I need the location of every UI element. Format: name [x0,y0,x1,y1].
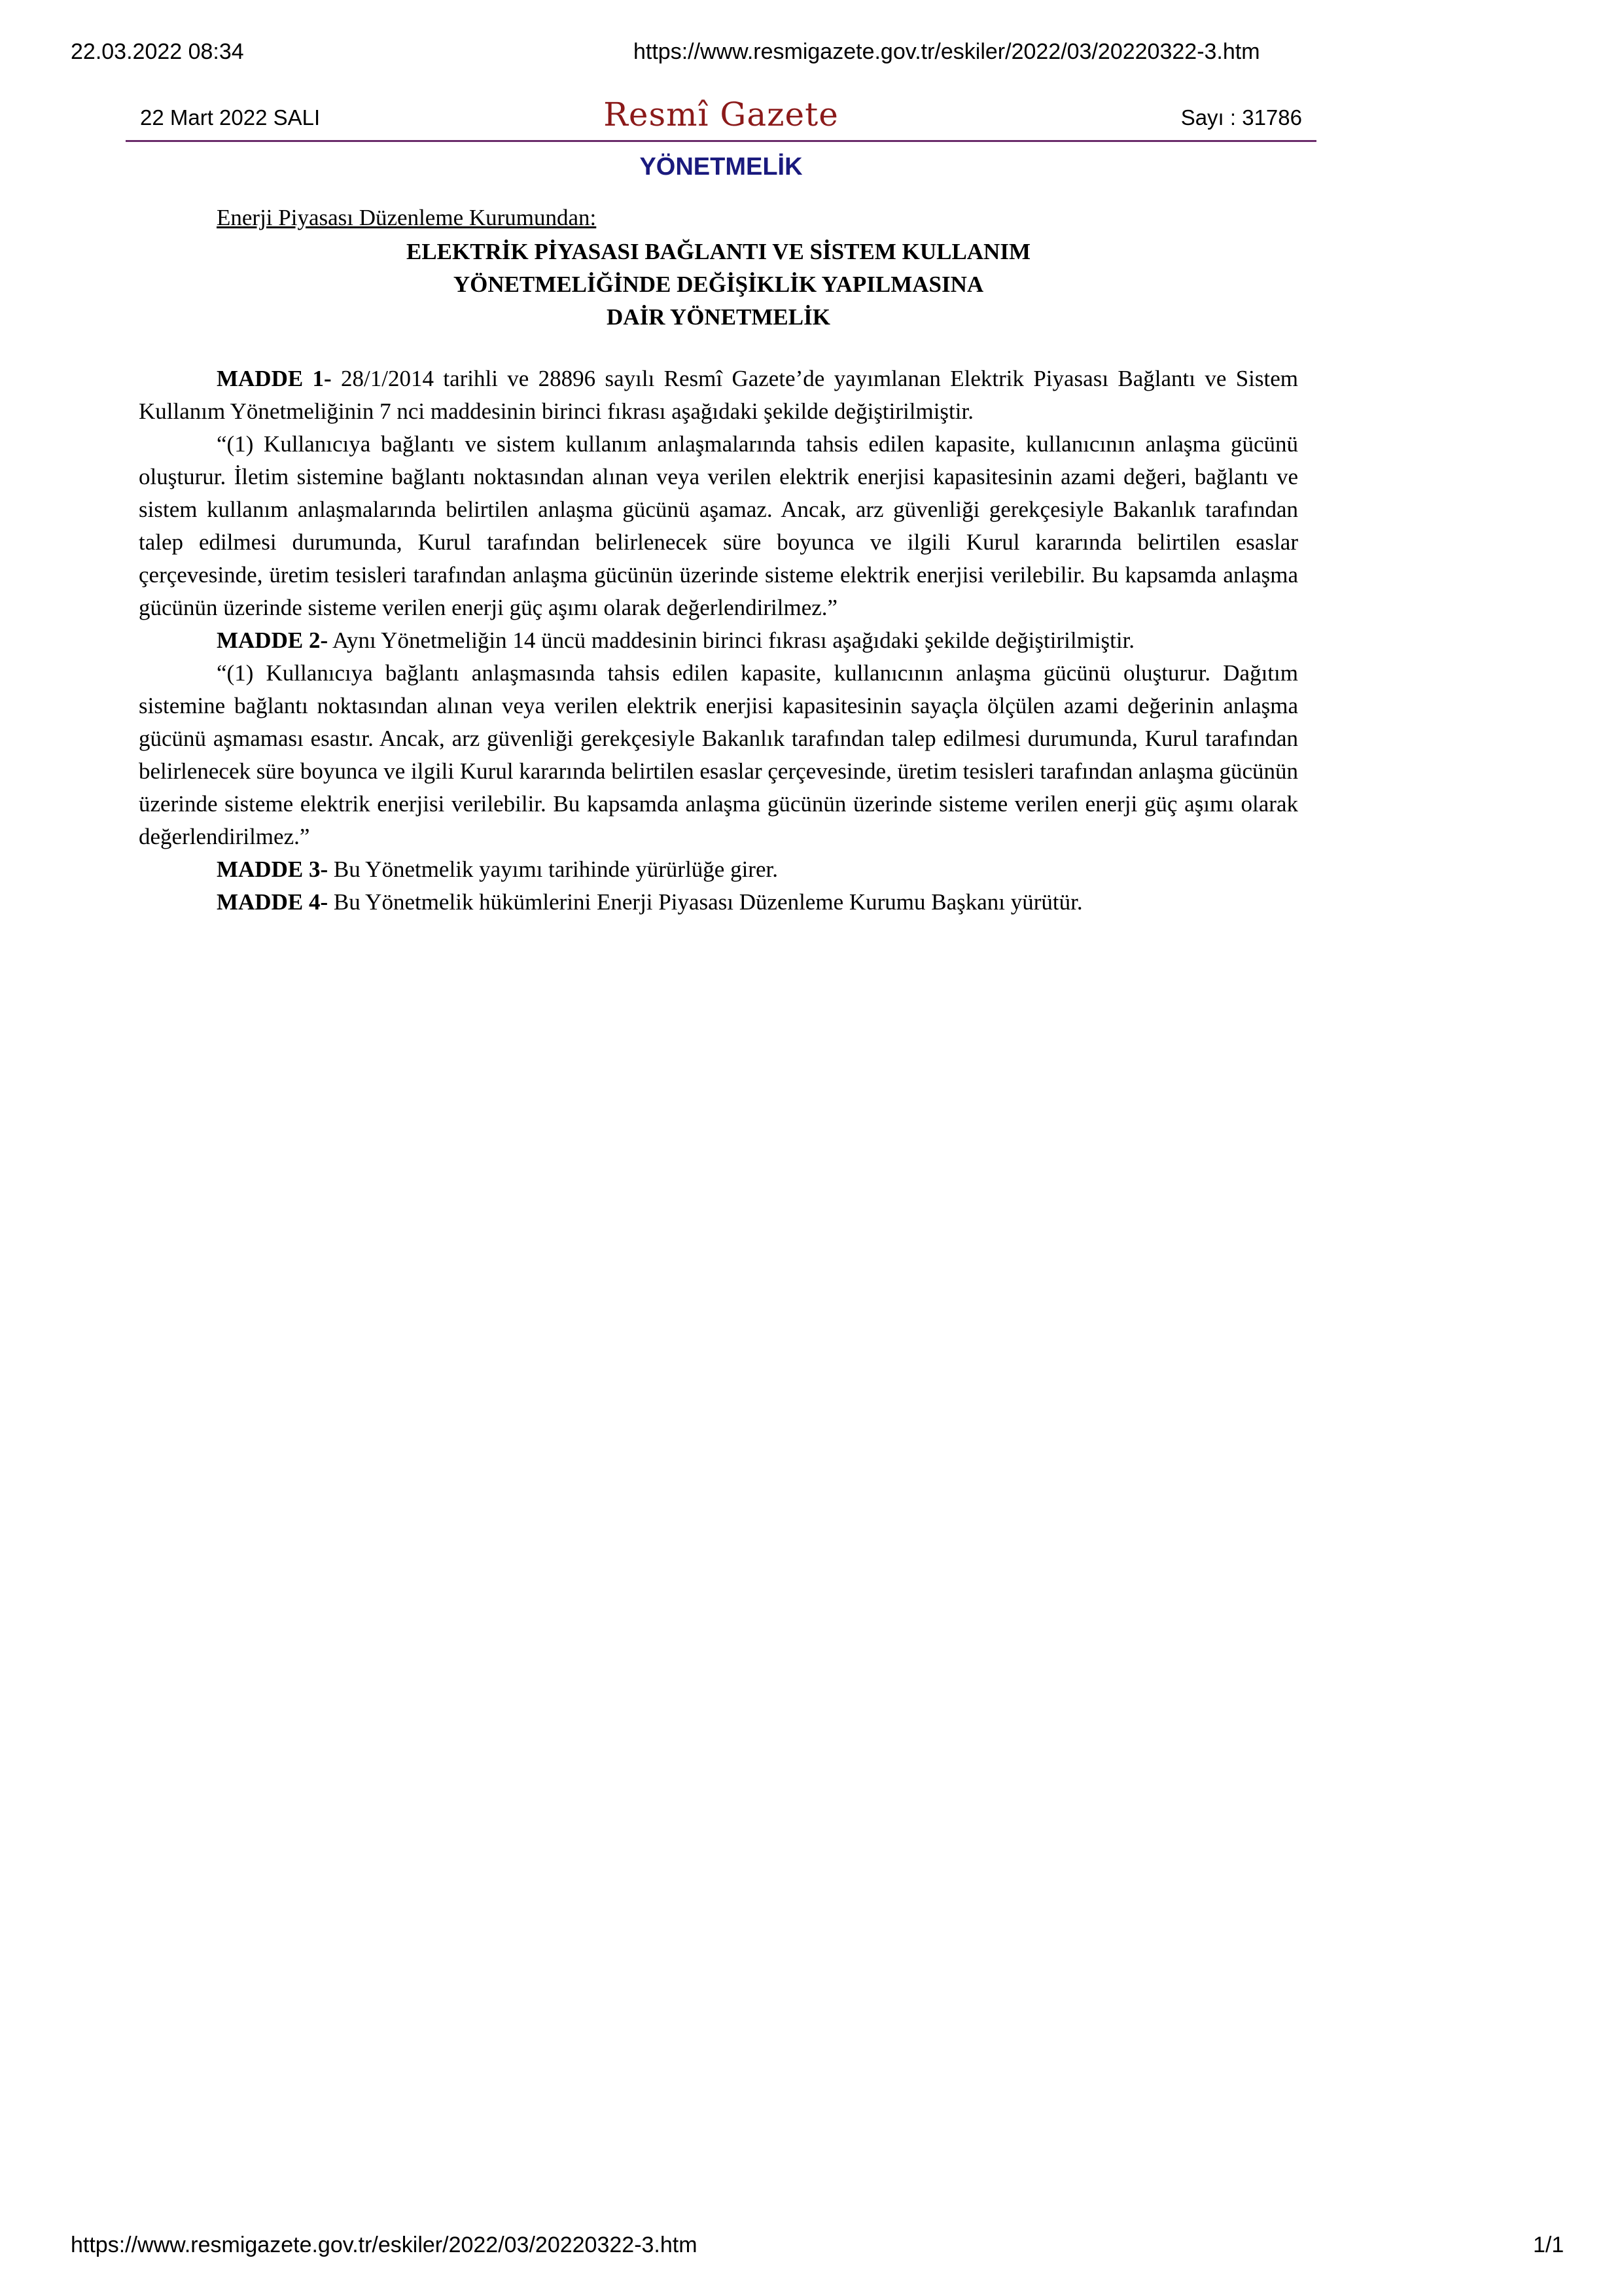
print-header-url: https://www.resmigazete.gov.tr/eskiler/2022/03/20220322-3.htm [633,39,1260,64]
page-number: 1/1 [1533,2233,1564,2257]
regulation-title-line: ELEKTRİK PİYASASI BAĞLANTI VE SİSTEM KULLANIM [406,239,1031,264]
article-paragraph [139,657,1298,853]
issuer-line: Enerji Piyasası Düzenleme Kurumundan: [217,205,597,230]
article-paragraph [139,886,1298,919]
regulation-body [139,362,1298,919]
article-paragraph [139,362,1298,428]
article-text: Aynı Yönetmeliğin 14 üncü maddesinin birinci fıkrası aşağıdaki şekilde değiştirilmiştir. [328,627,1135,653]
article-text: 28/1/2014 tarihli ve 28896 sayılı Resmî Gazete’de yayımlanan Elektrik Piyasası Bağlantı ve Sistem Kullanım Yönetmeliğinin 7 nci maddesinin birinci fıkrası aşağıdaki şekilde değiştirilmiştir. [139,366,1298,424]
regulation-title [139,236,1298,334]
gazette-issue-number: Sayı : 31786 [1180,105,1302,130]
section-title: YÖNETMELİK [639,153,803,181]
article-paragraph [139,428,1298,624]
article-label: MADDE 3- [217,857,328,882]
gazette-date: 22 Mart 2022 SALI [140,105,321,130]
gazette-header [126,92,1316,142]
article-label: MADDE 4- [217,889,328,915]
article-text: Bu Yönetmelik hükümlerini Enerji Piyasası Düzenleme Kurumu Başkanı yürütür. [328,889,1083,915]
print-footer-url: https://www.resmigazete.gov.tr/eskiler/2022/03/20220322-3.htm [71,2233,697,2257]
article-paragraph [139,624,1298,657]
article-text: “(1) Kullanıcıya bağlantı ve sistem kullanım anlaşmalarında tahsis edilen kapasite, kullanıcının anlaşma gücünü oluşturur. İletim sistemine bağlantı noktasından alınan veya verilen elektrik enerjisi kapasitesinin azami değeri, bağlantı ve sistem kullanım anlaşmalarında belirtilen anlaşma gücünü aşamaz. Ancak, arz güvenliği gerekçesiyle Bakanlık tarafından talep edilmesi durumunda, Kurul tarafından belirlenecek süre boyunca ve ilgili Kurul kararında belirtilen esaslar çerçevesinde, üretim tesisleri tarafından anlaşma gücünün üzerinde sisteme elektrik enerjisi verilebilir. Bu kapsamda anlaşma gücünün üzerinde sisteme verilen enerji güç aşımı olarak değerlendirilmez.” [139,431,1298,620]
regulation-title-line: DAİR YÖNETMELİK [607,304,830,330]
article-label: MADDE 1- [217,366,332,391]
print-datetime: 22.03.2022 08:34 [71,39,244,64]
article-text: “(1) Kullanıcıya bağlantı anlaşmasında tahsis edilen kapasite, kullanıcının anlaşma gücünü oluşturur. Dağıtım sistemine bağlantı noktasından alınan veya verilen elektrik enerjisi kapasitesinin sayaçla ölçülen azami değerinin anlaşma gücünü aşmaması esastır. Ancak, arz güvenliği gerekçesiyle Bakanlık tarafından talep edilmesi durumunda, Kurul tarafından belirlenecek süre boyunca ve ilgili Kurul kararında belirtilen esaslar çerçevesinde, üretim tesisleri tarafından anlaşma gücünün üzerinde sisteme elektrik enerjisi verilebilir. Bu kapsamda anlaşma gücünün üzerinde sisteme verilen enerji güç aşımı olarak değerlendirilmez.” [139,660,1298,849]
article-label: MADDE 2- [217,627,328,653]
article-paragraph [139,853,1298,886]
gazette-title: Resmî Gazete [603,96,839,133]
regulation-title-line: YÖNETMELİĞİNDE DEĞİŞİKLİK YAPILMASINA [453,272,984,297]
article-text: Bu Yönetmelik yayımı tarihinde yürürlüğe girer. [328,857,778,882]
